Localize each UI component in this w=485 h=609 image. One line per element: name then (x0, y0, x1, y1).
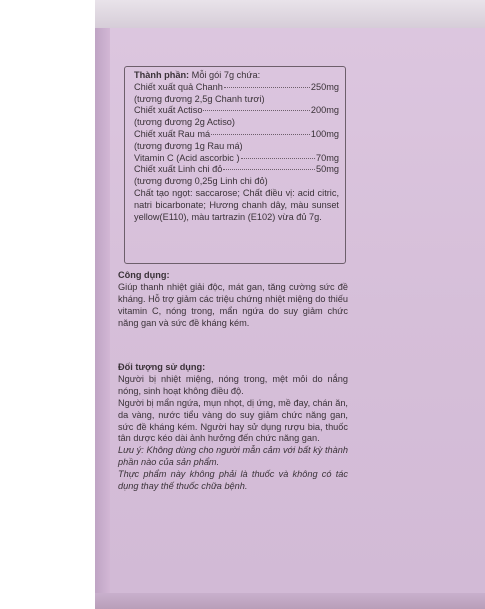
target-section (118, 362, 348, 493)
ingredient-row: Vitamin C (Acid ascorbic ) 70mg (134, 152, 339, 163)
target-title: Đối tượng sử dụng: (118, 362, 206, 372)
ingredient-equivalent: (tương đương 0,25g Linh chi đỏ) (134, 176, 268, 187)
caution-note: Lưu ý: Không dùng cho người mẫn cảm với bất kỳ thành phần nào của sản phẩm. (118, 445, 348, 468)
ingredient-equivalent: (tương đương 2,5g Chanh tươi) (134, 93, 265, 104)
ingredients-panel (124, 66, 346, 264)
excipients-text: Chất tạo ngọt: saccarose; Chất điều vị: acid citric, natri bicarbonate; Hương chanh dây, màu sunset yellow(E110), màu tartrazin (E102) vừa đủ 7g. (134, 187, 339, 222)
target-paragraph: Người bị nhiệt miệng, nóng trong, mệt mỏi do nắng nóng, sinh hoạt không điều độ. (118, 373, 348, 396)
ingredient-row: Chiết xuất Actiso 200mg (134, 105, 339, 116)
ingredient-equivalent: (tương đương 1g Rau má) (134, 140, 243, 151)
ingredient-row: Chiết xuất Rau má 100mg (134, 128, 339, 139)
ingredient-row: Chiết xuất Linh chi đỏ 50mg (134, 164, 339, 175)
ingredients-heading: Thành phần: Mỗi gói 7g chứa: (134, 70, 261, 80)
disclaimer-note: Thực phẩm này không phải là thuốc và không có tác dụng thay thế thuốc chữa bệnh. (118, 469, 348, 492)
uses-text: Giúp thanh nhiệt giải độc, mát gan, tăng cường sức đề kháng. Hỗ trợ giảm các triệu chứng nhiệt miệng do thiếu vitamin C, nóng trong, mẩn ngứa do suy giảm chức năng gan và sức đề kháng kém. (118, 281, 348, 328)
ingredient-equivalent: (tương đương 2g Actiso) (134, 117, 235, 128)
box-side-face (95, 28, 110, 593)
target-paragraph: Người bị mẩn ngứa, mụn nhọt, dị ứng, mề đay, chán ăn, da vàng, nước tiểu vàng do suy giảm chức năng gan, sức đề kháng kém. Người hay sử dụng rượu bia, thuốc tân dược kéo dài ảnh hưởng đến chức năng gan. (118, 397, 348, 444)
box-top-face (95, 0, 485, 29)
uses-title: Công dụng: (118, 270, 170, 280)
uses-section (118, 270, 348, 330)
ingredient-row: Chiết xuất quả Chanh 250mg (134, 81, 339, 92)
box-bottom-edge (95, 593, 485, 609)
